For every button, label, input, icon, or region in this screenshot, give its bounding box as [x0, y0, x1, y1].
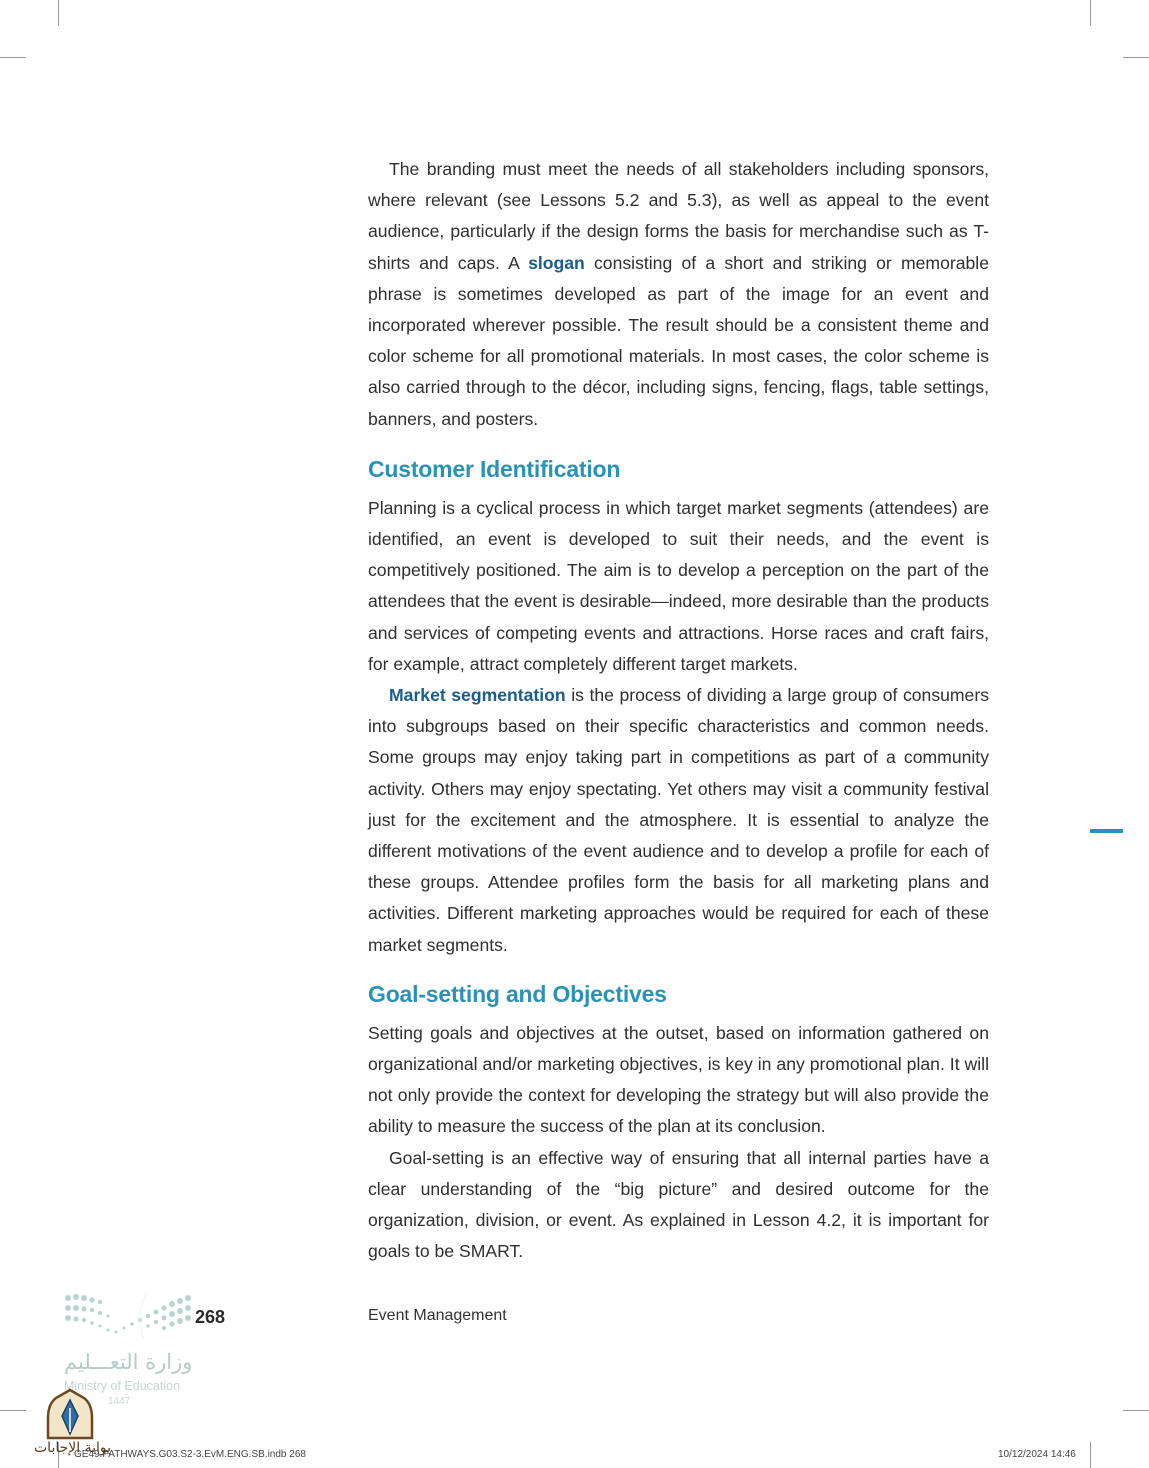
- heading-customer-identification: Customer Identification: [368, 455, 621, 482]
- pen-nib-logo-icon: [46, 1388, 94, 1440]
- goals-paragraph-1: Setting goals and objectives at the outset, based on information gathered on organizational and/or marketing objectives, is key in any promotional plan. It will not only provide the context for developing the strategy but will also provide the ability to measure the success of the plan at its conclusion.: [368, 1022, 989, 1137]
- heading-goal-setting: Goal-setting and Objectives: [368, 980, 667, 1007]
- page-number: 268: [195, 1307, 226, 1327]
- page-body: [368, 154, 989, 1268]
- branding-text: The branding must meet the needs of all stakeholders including sponsors, where relevant (see Lessons 5.2 and 5.3), as well as appeal to the event audience, particularly if the design forms the basis for merchandise such as T-shirts and caps. A: [368, 159, 989, 273]
- crop-mark: [0, 1410, 26, 1411]
- crop-mark: [58, 0, 59, 26]
- planning-paragraph: Planning is a cyclical process in which target market segments (attendees) are identified, an event is developed to suit their needs, and the event is competitively positioned. The aim is to develop a perception on the part of the attendees that the event is desirable—indeed, more desirable than the products and services of competing events and attractions. Horse races and craft fairs, for example, attract completely different target markets.: [368, 497, 989, 674]
- watermark-text: بوابة الإجابات: [34, 1440, 112, 1456]
- crop-mark: [1090, 1442, 1091, 1468]
- book-title: Event Management: [368, 1307, 507, 1324]
- segmentation-paragraph: [368, 680, 989, 961]
- branding-text-rest: consisting of a short and striking or memorable phrase is sometimes developed as part of the image for an event and incorporated wherever possible. The result should be a consistent theme and color scheme for all promotional materials. In most cases, the color scheme is also carried through to the décor, including signs, fencing, flags, table settings, banners, and posters.: [368, 252, 989, 429]
- goals-paragraph-2: Goal-setting is an effective way of ensuring that all internal parties have a clear understanding of the “big picture” and desired outcome for the organization, division, or event. As explained in Lesson 4.2, it is important for goals to be SMART.: [368, 1147, 989, 1262]
- ministry-logo-dots-icon: [64, 1292, 199, 1338]
- ministry-name-arabic: وزارة التعـــليم: [64, 1350, 193, 1374]
- crop-mark: [0, 57, 26, 58]
- crop-mark: [1123, 1410, 1149, 1411]
- print-slug-file: GE49.PATHWAYS.G03.S2-3.EvM.ENG.SB.indb 268: [74, 1449, 306, 1460]
- keyword-market-segmentation: Market segmentation: [389, 685, 566, 706]
- segmentation-text: is the process of dividing a large group of consumers into subgroups based on their specific characteristics and common needs. Some groups may enjoy taking part in competitions as part of a community activity. Others may enjoy spectating. Yet others may visit a community festival just for the excitement and the atmosphere. It is essential to analyze the different motivations of the event audience and to develop a profile for each of these groups. Attendee profiles form the basis for all marketing plans and activities. Different marketing approaches would be required for each of these market segments.: [368, 685, 989, 955]
- section-tab-marker: [1090, 829, 1123, 833]
- crop-mark: [1123, 57, 1149, 58]
- ministry-year: 1447: [108, 1396, 131, 1407]
- ministry-name-english: Ministry of Education: [64, 1379, 181, 1393]
- print-slug-date: 10/12/2024 14:46: [998, 1449, 1076, 1460]
- crop-mark: [1090, 0, 1091, 26]
- branding-paragraph: [368, 154, 989, 435]
- keyword-slogan: slogan: [528, 252, 585, 273]
